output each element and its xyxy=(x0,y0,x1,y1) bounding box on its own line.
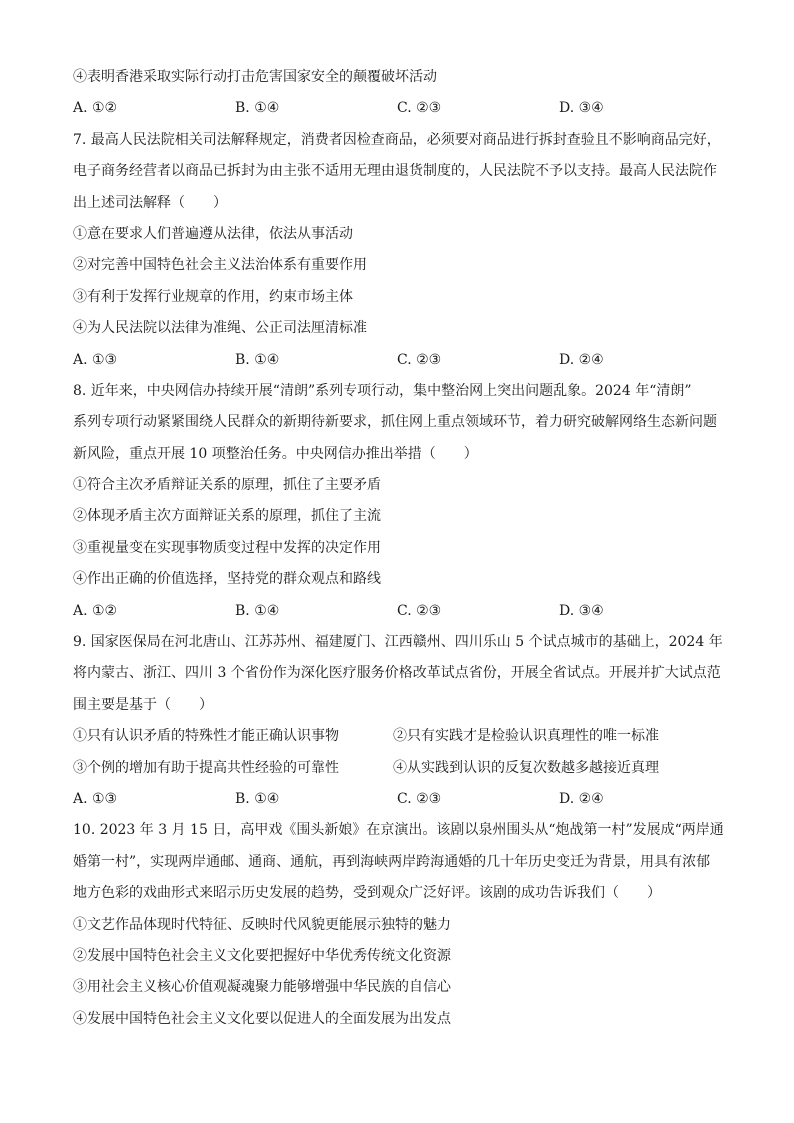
statement-2: ②发展中国特色社会主义文化要把握好中华优秀传统文化资源 xyxy=(73,947,451,964)
statement-3: ③重视量变在实现事物质变过程中发挥的决定作用 xyxy=(73,539,381,556)
option-d: D. ③④ xyxy=(559,602,604,619)
option-c: C. ②③ xyxy=(397,351,442,368)
statement-1: ①文艺作品体现时代特征、反映时代风貌更能展示独特的魅力 xyxy=(73,916,451,933)
option-b: B. ①④ xyxy=(235,351,280,368)
statement-row-2 xyxy=(73,753,723,784)
answer-options xyxy=(73,784,723,815)
statement-4: ④从实践到认识的反复次数越多越接近真理 xyxy=(393,759,659,776)
statement-1: ①意在要求人们普遍遵从法律，依法从事活动 xyxy=(73,225,353,242)
option-b: B. ①④ xyxy=(235,602,280,619)
question-stem-line: 将内蒙古、浙江、四川 3 个省份作为深化医疗服务价格改革试点省份，开展全省试点。开展并扩大试点范 xyxy=(73,665,721,682)
question-stem-line: 地方色彩的戏曲形式来昭示历史发展的趋势，受到观众广泛好评。该剧的成功告诉我们（ ） xyxy=(73,885,661,902)
question-stem-line: 出上述司法解释（ ） xyxy=(73,194,227,211)
question-stem-line: 系列专项行动紧紧围绕人民群众的新期待新要求，抓住网上重点领域环节，着力研究破解网络生态新问题 xyxy=(73,414,717,431)
question-stem-line: 10. 2023 年 3 月 15 日，高甲戏《围头新娘》在京演出。该剧以泉州围头从“炮战第一村”发展成“两岸通 xyxy=(73,822,724,839)
option-a: A. ①③ xyxy=(73,351,118,368)
option-d: D. ②④ xyxy=(559,790,604,807)
carryover-options xyxy=(73,93,723,124)
question-9 xyxy=(73,627,723,815)
carryover-item-4: ④表明香港采取实际行动打击危害国家安全的颠覆破坏活动 xyxy=(73,69,437,85)
question-7 xyxy=(73,125,723,376)
exam-page xyxy=(73,62,723,1035)
option-a: A. ①② xyxy=(73,602,118,619)
question-stem-line: 围主要是基于（ ） xyxy=(73,696,213,713)
question-10 xyxy=(73,815,723,1035)
option-d: D. ③④ xyxy=(559,100,604,117)
question-8 xyxy=(73,376,723,627)
option-c: C. ②③ xyxy=(397,602,442,619)
option-c: C. ②③ xyxy=(397,100,442,117)
statement-2: ②体现矛盾主次方面辩证关系的原理，抓住了主流 xyxy=(73,508,381,525)
option-b: B. ①④ xyxy=(235,100,280,117)
statement-4: ④为人民法院以法律为准绳、公正司法厘清标准 xyxy=(73,320,367,337)
statement-3: ③个例的增加有助于提高共性经验的可靠性 xyxy=(73,759,339,776)
option-c: C. ②③ xyxy=(397,790,442,807)
statement-2: ②对完善中国特色社会主义法治体系有重要作用 xyxy=(73,257,367,274)
question-stem-line: 7. 最高人民法院相关司法解释规定，消费者因检查商品，必须要对商品进行拆封查验且不影响商品完好， xyxy=(73,131,721,148)
question-stem-line: 新风险，重点开展 10 项整治任务。中央网信办推出举措（ ） xyxy=(73,445,478,462)
statement-4: ④作出正确的价值选择，坚持党的群众观点和路线 xyxy=(73,571,381,588)
answer-options xyxy=(73,345,723,376)
statement-3: ③有利于发挥行业规章的作用，约束市场主体 xyxy=(73,288,353,305)
option-a: A. ①③ xyxy=(73,790,118,807)
option-b: B. ①④ xyxy=(235,790,280,807)
statement-3: ③用社会主义核心价值观凝魂聚力能够增强中华民族的自信心 xyxy=(73,979,451,996)
statement-1: ①符合主次矛盾辩证关系的原理，抓住了主要矛盾 xyxy=(73,477,381,494)
statement-1: ①只有认识矛盾的特殊性才能正确认识事物 xyxy=(73,728,339,745)
question-stem-line: 8. 近年来，中央网信办持续开展“清朗”系列专项行动，集中整治网上突出问题乱象。2024 年“清朗” xyxy=(73,382,692,399)
option-d: D. ②④ xyxy=(559,351,604,368)
statement-4: ④发展中国特色社会主义文化要以促进人的全面发展为出发点 xyxy=(73,1010,451,1027)
question-stem-line: 电子商务经营者以商品已拆封为由主张不适用无理由退货制度的，人民法院不予以支持。最高人民法院作 xyxy=(73,163,717,180)
question-stem-line: 婚第一村”，实现两岸通邮、通商、通航，再到海峡两岸跨海通婚的几十年历史变迁为背景，用具有浓郁 xyxy=(73,853,711,870)
option-a: A. ①② xyxy=(73,100,118,117)
statement-2: ②只有实践才是检验认识真理性的唯一标准 xyxy=(393,728,659,745)
question-stem-line: 9. 国家医保局在河北唐山、江苏苏州、福建厦门、江西赣州、四川乐山 5 个试点城市的基础上，2024 年 xyxy=(73,634,723,651)
answer-options xyxy=(73,596,723,627)
statement-row-1 xyxy=(73,721,723,752)
